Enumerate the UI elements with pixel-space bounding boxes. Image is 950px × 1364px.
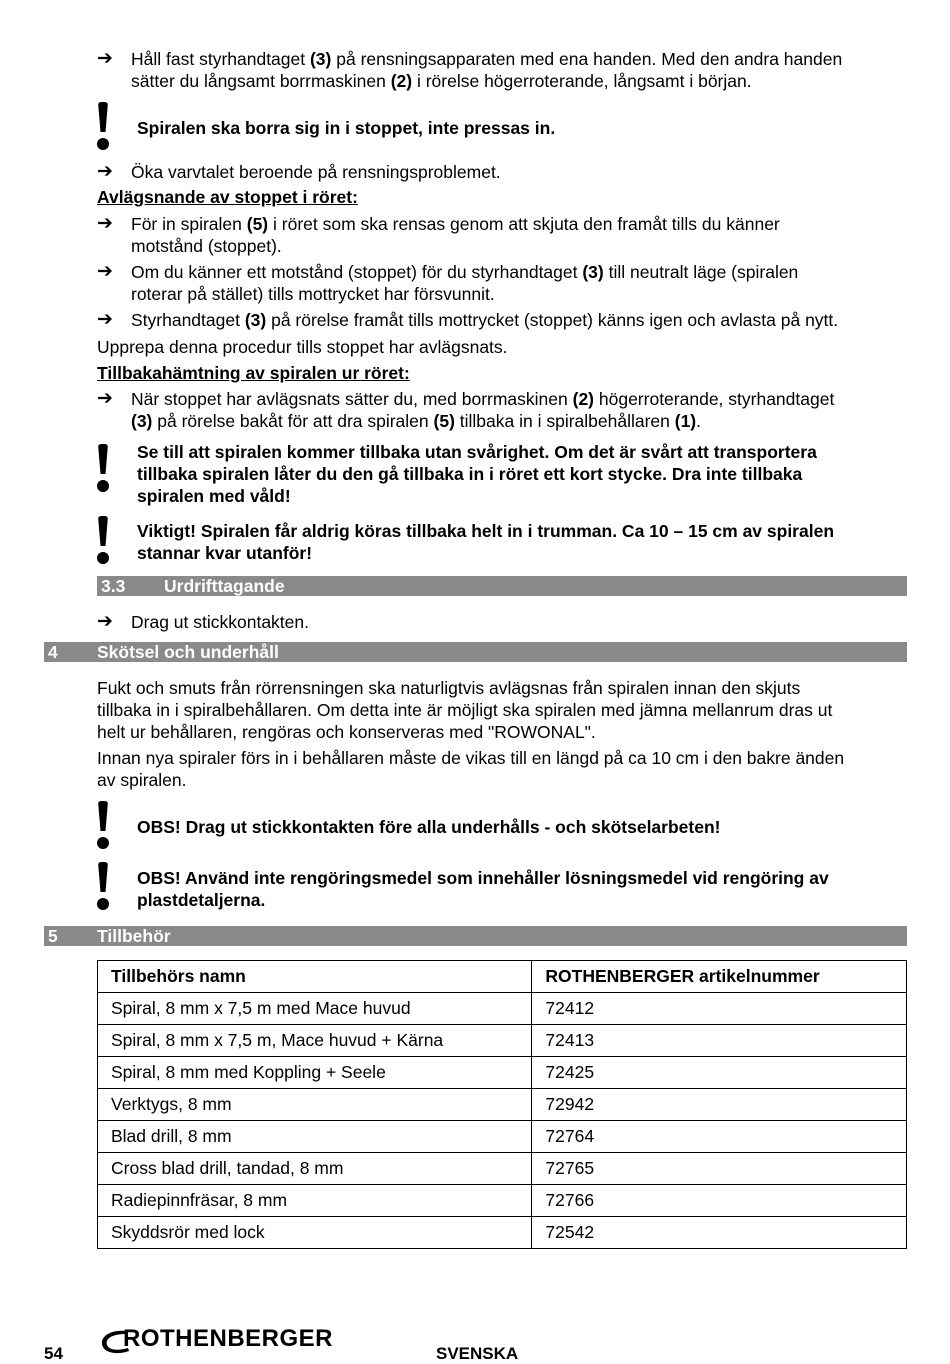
arrow-right-icon: ➔ [97, 261, 113, 282]
maint-para1-line1: Fukt och smuts från rörrensningen ska naturligtvis avlägsnas från spiralen innan den skjuts [97, 678, 801, 698]
column-header-article: ROTHENBERGER artikelnummer [532, 961, 907, 993]
section-4-header [44, 642, 907, 662]
step-hold-line2: sätter du långsamt borrmaskinen (2) i rörelse högerroterande, långsamt i början. [131, 71, 752, 91]
cell-article: 72764 [532, 1121, 907, 1153]
table-row [98, 1089, 907, 1121]
maint-para2-line2: av spiralen. [97, 770, 187, 790]
arrow-right-icon: ➔ [97, 611, 113, 632]
cell-article: 72542 [532, 1217, 907, 1249]
footer-language: SVENSKA [436, 1344, 519, 1363]
remove-step-1-line1: För in spiralen (5) i röret som ska rensas genom att skjuta den framåt tills du känner [131, 214, 780, 234]
cell-name: Spiral, 8 mm x 7,5 m, Mace huvud + Kärna [98, 1025, 532, 1057]
step-hold-line1: Håll fast styrhandtaget (3) på rensningsapparaten med ena handen. Med den andra handen [131, 49, 843, 69]
exclamation-icon [96, 102, 110, 152]
section-3-3-header [97, 576, 907, 596]
table-row [98, 1185, 907, 1217]
warning-important-line2: stannar kvar utanför! [137, 543, 313, 563]
cell-article: 72413 [532, 1025, 907, 1057]
section-number: 3.3 [101, 576, 126, 596]
table-row [98, 1153, 907, 1185]
warning-unplug: OBS! Drag ut stickkontakten före alla underhålls - och skötselarbeten! [137, 817, 721, 837]
cell-name: Verktygs, 8 mm [98, 1089, 532, 1121]
warning-spiral-drill: Spiralen ska borra sig in i stoppet, inte pressas in. [137, 118, 556, 138]
warning-retrieve-line3: spiralen med våld! [137, 486, 291, 506]
arrow-right-icon: ➔ [97, 309, 113, 330]
cell-name: Radiepinnfräsar, 8 mm [98, 1185, 532, 1217]
remove-step-1-line2: motstånd (stoppet). [131, 236, 282, 256]
page-number: 54 [44, 1344, 63, 1363]
retrieve-step-line2: (3) på rörelse bakåt för att dra spiralen (5) tillbaka in i spiralbehållaren (1). [131, 411, 702, 431]
cell-name: Cross blad drill, tandad, 8 mm [98, 1153, 532, 1185]
section-5-header [44, 926, 907, 946]
cell-article: 72765 [532, 1153, 907, 1185]
cell-name: Spiral, 8 mm med Koppling + Seele [98, 1057, 532, 1089]
maint-para2-line1: Innan nya spiraler förs in i behållaren måste de vikas till en längd på ca 10 cm i den bakre änden [97, 748, 845, 768]
remove-step-3: Styrhandtaget (3) på rörelse framåt tills mottrycket (stoppet) känns igen och avlasta på nytt. [131, 310, 839, 330]
arrow-right-icon: ➔ [97, 48, 113, 69]
remove-step-2-line2: roterar på stället) tills mottrycket har försvunnit. [131, 284, 495, 304]
retrieve-step-line1: När stoppet har avlägsnats sätter du, med borrmaskinen (2) högerroterande, styrhandtaget [131, 389, 835, 409]
table-row [98, 993, 907, 1025]
table-header-row [98, 961, 907, 993]
exclamation-icon [96, 516, 110, 566]
cell-name: Blad drill, 8 mm [98, 1121, 532, 1153]
step-increase-speed: Öka varvtalet beroende på rensningsproblemet. [131, 162, 501, 182]
repeat-text: Upprepa denna procedur tills stoppet har avlägsnats. [97, 337, 508, 357]
table-row [98, 1217, 907, 1249]
section-number: 4 [48, 642, 58, 662]
remove-step-2-line1: Om du känner ett motstånd (stoppet) för du styrhandtaget (3) till neutralt läge (spiralen [131, 262, 799, 282]
exclamation-icon [96, 801, 110, 851]
heading-retrieve-spiral: Tillbakahämtning av spiralen ur röret: [97, 363, 410, 383]
arrow-right-icon: ➔ [97, 161, 113, 182]
cell-article: 72766 [532, 1185, 907, 1217]
maint-para1-line2: tillbaka in i spiralbehållaren. Om detta inte är möjligt ska spiralen med jämna mellanrum dras ut [97, 700, 833, 720]
exclamation-icon [96, 862, 110, 912]
table-row [98, 1057, 907, 1089]
arrow-right-icon: ➔ [97, 388, 113, 409]
warning-retrieve-line1: Se till att spiralen kommer tillbaka utan svårighet. Om det är svårt att transportera [137, 442, 817, 462]
section-number: 5 [48, 926, 58, 946]
cell-article: 72425 [532, 1057, 907, 1089]
cell-name: Skyddsrör med lock [98, 1217, 532, 1249]
brand-name: ROTHENBERGER [123, 1325, 334, 1352]
heading-remove-stop: Avlägsnande av stoppet i röret: [97, 187, 358, 207]
accessories-table [97, 960, 907, 1249]
warning-solvent-line2: plastdetaljerna. [137, 890, 266, 910]
column-header-name: Tillbehörs namn [98, 961, 532, 993]
section-title: Skötsel och underhåll [97, 642, 279, 662]
cell-article: 72942 [532, 1089, 907, 1121]
exclamation-icon [96, 444, 110, 494]
warning-solvent-line1: OBS! Använd inte rengöringsmedel som innehåller lösningsmedel vid rengöring av [137, 868, 829, 888]
table-row [98, 1121, 907, 1153]
maint-para1-line3: helt ur behållaren, rengöras och konserveras med "ROWONAL". [97, 722, 596, 742]
cell-name: Spiral, 8 mm x 7,5 m med Mace huvud [98, 993, 532, 1025]
brand-logo [97, 1325, 347, 1359]
warning-retrieve-line2: tillbaka spiralen låter du den gå tillbaka in i röret ett kort stycke. Dra inte tillbaka [137, 464, 803, 484]
warning-important-line1: Viktigt! Spiralen får aldrig köras tillbaka helt in i trumman. Ca 10 – 15 cm av spiralen [137, 521, 835, 541]
cell-article: 72412 [532, 993, 907, 1025]
arrow-right-icon: ➔ [97, 213, 113, 234]
step-unplug: Drag ut stickkontakten. [131, 612, 309, 632]
section-title: Tillbehör [97, 926, 171, 946]
table-row [98, 1025, 907, 1057]
section-title: Urdrifttagande [164, 576, 285, 596]
